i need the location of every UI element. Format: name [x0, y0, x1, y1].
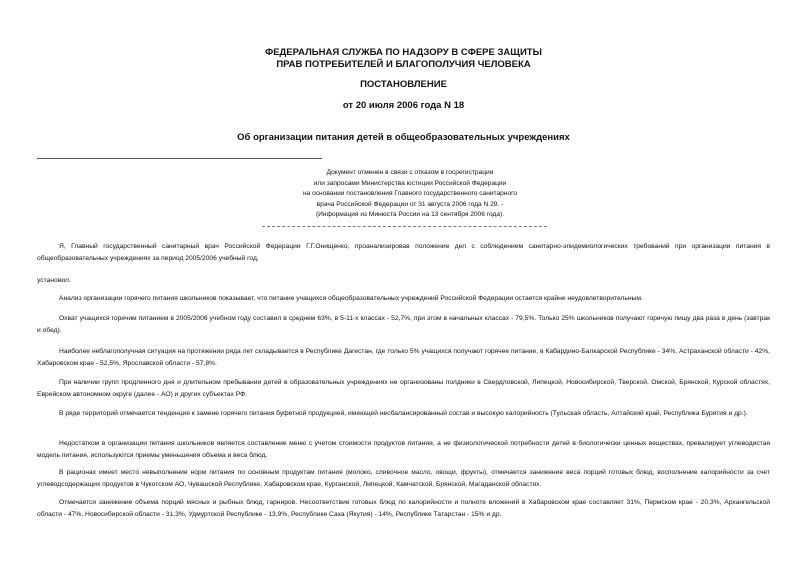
notice-line: (Информация из Минюста России на 13 сентября 2006 года). — [315, 211, 505, 218]
notice-line: или запросами Министерства юстиции Российской Федерации — [313, 179, 507, 187]
paragraph: Отмечается занижение объема порций мясных и рыбных блюд, гарниров. Несоответствие готовых блюд по калорийности и полноте вложений в Хабаровском крае составляет 31%, Пермском крае - 20,3%, Архангельской области - 47%, Новосибирской области - 31,3%, Удмуртской Республике - 13,9%, Республике Саха (Якутия) - 14%, Республике Татарстан - 15% и др. — [37, 499, 770, 518]
agency-name-line-1: ФЕДЕРАЛЬНАЯ СЛУЖБА ПО НАДЗОРУ В СФЕРЕ ЗАЩИТЫ — [265, 47, 542, 58]
notice-underline — [262, 226, 547, 227]
paragraph: В ряде территорий отмечается тенденция к замене горячего питания буфетной продукцией, имеющей несбалансированный состав и высокую калорийность (Тульская область, Алтайский край, Республика Бурятия и др.). — [59, 410, 748, 417]
paragraph-established: установил. — [37, 277, 71, 284]
paragraph: Охват учащихся горячим питанием в 2005/2006 учебном году составил в среднем 63%, в 5-11-х классах - 52,7%, при этом в начальных классах - 79,5%. Только 25% школьников получают горячую пищу два раза в день (завтрак и обед). — [37, 315, 770, 334]
paragraph: Анализ организации горячего питания школьников показывает, что питание учащихся общеобразовательных учреждений Российской Федерации остается крайне неудовлетворительным. — [59, 295, 643, 302]
paragraph: В рационах имеет место невыполнение норм питания по основным продуктам питания (молоко, сливочное масло, овощи, фрукты), отмечается занижение веса порций готовых блюд, восполнение калорийности за счет углеводсодержащих продуктов в Чукотском АО, Чувашской Республике, Хабаровском крае, Курганской, Липецкой, Камчатской, Брянской, Магаданской областях. — [37, 469, 770, 488]
paragraph: Я, Главный государственный санитарный врач Российской Федерации Г.Г.Онищенко, проанализировав положение дел с соблюдением санитарно-эпидемиологических требований при организации питания в общеобразовательных учреждениях за период 2005/2006 учебный год, — [37, 243, 770, 262]
document-title: Об организации питания детей в общеобразовательных учреждениях — [237, 132, 570, 143]
notice-line: Документ отменен в связи с отказом в госрегистрации — [326, 169, 494, 176]
document-type: ПОСТАНОВЛЕНИЕ — [360, 79, 447, 90]
cancellation-notice — [180, 168, 640, 221]
notice-line: врача Российской Федерации от 31 августа 2006 года N 29. - — [316, 200, 504, 208]
agency-name-line-2: ПРАВ ПОТРЕБИТЕЛЕЙ И БЛАГОПОЛУЧИЯ ЧЕЛОВЕКА — [276, 59, 531, 70]
paragraph: Недостатком в организации питания школьников является составление меню с учетом стоимости продуктов питания, а не физиологической потребности детей в биологически ценных веществах, превалирует углеводистая модель питания, используются приемы уменьшения объема и веса блюд. — [37, 440, 770, 459]
document-date-number: от 20 июля 2006 года N 18 — [342, 100, 465, 111]
separator-line — [37, 158, 322, 159]
paragraph: При наличии групп продленного дня и длительном пребывании детей в образовательных учреждениях не организованы полдники в Свердловской, Липецкой, Новосибирской, Тверской, Омской, Брянской, Курской областях, Еврейском автономном округе (далее - АО) и других субъектах РФ. — [37, 379, 770, 398]
paragraph: Наиболее неблагополучная ситуация на протяжении ряда лет складывается в Республике Дагестан, где только 5% учащихся получают горячее питание, в Кабардино-Балкарской Республике - 34%, Астраханской области - 42%, Хабаровском крае - 52,5%, Ярославской области - 57,8%. — [37, 348, 770, 367]
notice-line: на основании постановления Главного государственного санитарного — [302, 190, 518, 197]
